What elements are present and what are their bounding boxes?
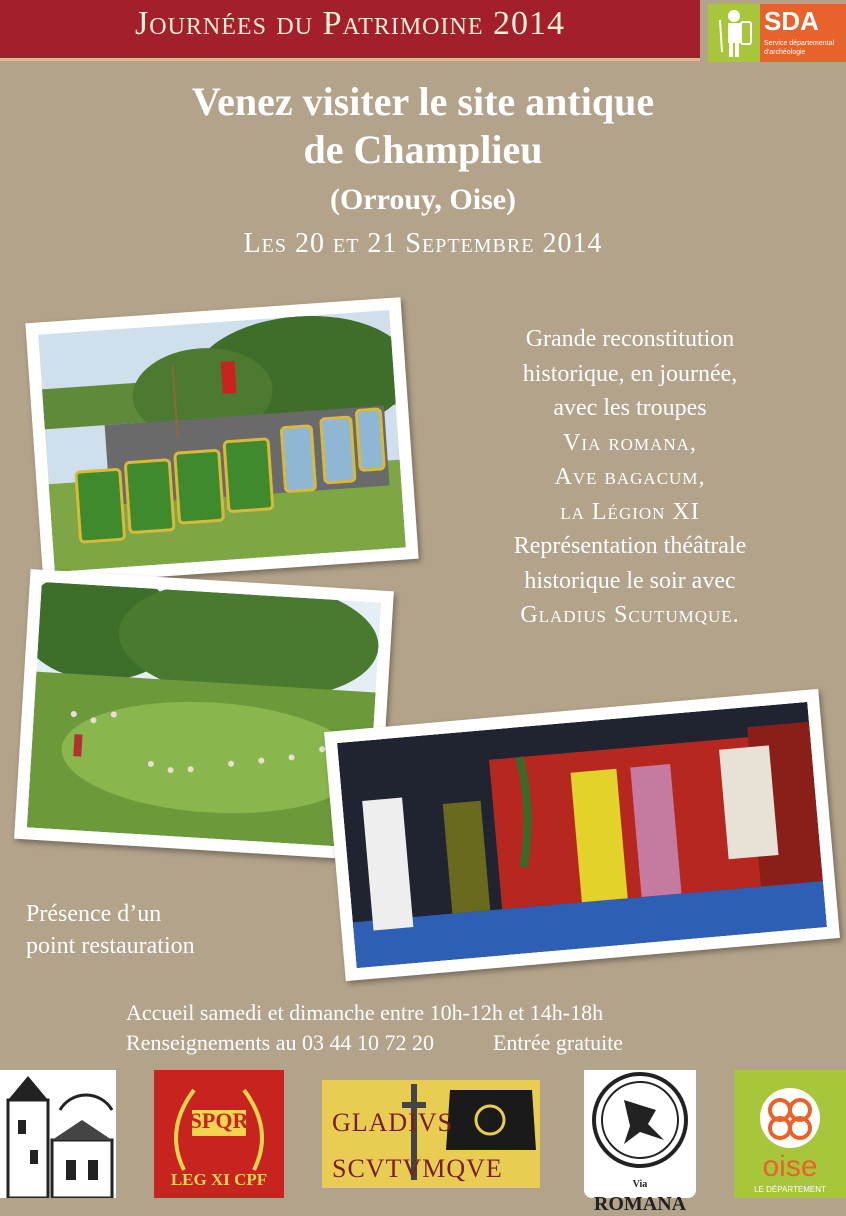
oise-subtitle: LE DÉPARTEMENT: [754, 1185, 826, 1194]
via-romana-romana: ROMANA: [593, 1193, 687, 1215]
desc-line: historique, en journée,: [522, 360, 738, 387]
main-title-line2: de Champlieu: [303, 127, 543, 172]
champlieu-tower-logo: [0, 1070, 116, 1198]
via-romana-via: Via: [632, 1179, 648, 1190]
phone-info: Renseignements au 03 44 10 72 20: [126, 1030, 434, 1055]
sda-logo-subtitle: Service départemental d'archéologie: [764, 40, 835, 56]
oise-department-logo: [734, 1070, 846, 1198]
desc-line: avec les troupes: [553, 395, 707, 421]
via-romana-name: [592, 1170, 688, 1216]
event-description: [430, 322, 830, 633]
sda-logo-figure: [708, 4, 760, 62]
legion-name: LEG XI CPF: [170, 1170, 268, 1189]
main-title-line1: Venez visiter le site antique: [191, 79, 655, 124]
oise-name: oise: [762, 1150, 818, 1183]
header-title: Journées du Patrimoine 2014: [135, 5, 565, 42]
troupe-via-romana: Via romana,: [563, 429, 697, 456]
troupe-ave-bagacum: Ave bagacum,: [554, 464, 706, 490]
restauration-line2: point restauration: [26, 933, 195, 959]
practical-info: [126, 998, 826, 1058]
event-dates: Les 20 et 21 Septembre 2014: [243, 228, 603, 259]
gladius-line2: SCVTVMQVE: [332, 1154, 503, 1183]
photo-legionaries: [25, 297, 418, 585]
legion-spqr: SPQR: [189, 1108, 249, 1133]
via-romana-logo: [584, 1070, 696, 1215]
gladius-scutumque-logo: [322, 1080, 540, 1188]
troupe-legion-xi: la Légion XI: [560, 498, 700, 525]
main-title: [0, 78, 846, 174]
gladius-line1: GLADIVS: [332, 1108, 454, 1137]
restauration-note: [26, 898, 286, 962]
legion-xi-logo: [154, 1070, 284, 1198]
troupe-gladius-scutumque: Gladius Scutumque.: [520, 602, 740, 628]
opening-hours: Accueil samedi et dimanche entre 10h-12h et 14h-18h: [126, 1000, 604, 1025]
desc-line: Représentation théâtrale: [513, 533, 747, 559]
photo-theatre: [324, 689, 840, 981]
desc-line: historique le soir avec: [524, 567, 736, 594]
desc-line: Grande reconstitution: [525, 326, 735, 352]
entry-info: Entrée gratuite: [492, 1030, 624, 1055]
location-subtitle: (Orrouy, Oise): [329, 183, 517, 216]
sda-logo: [708, 4, 846, 62]
restauration-line1: Présence d’un: [26, 901, 162, 927]
sda-logo-abbr: SDA: [764, 6, 819, 36]
